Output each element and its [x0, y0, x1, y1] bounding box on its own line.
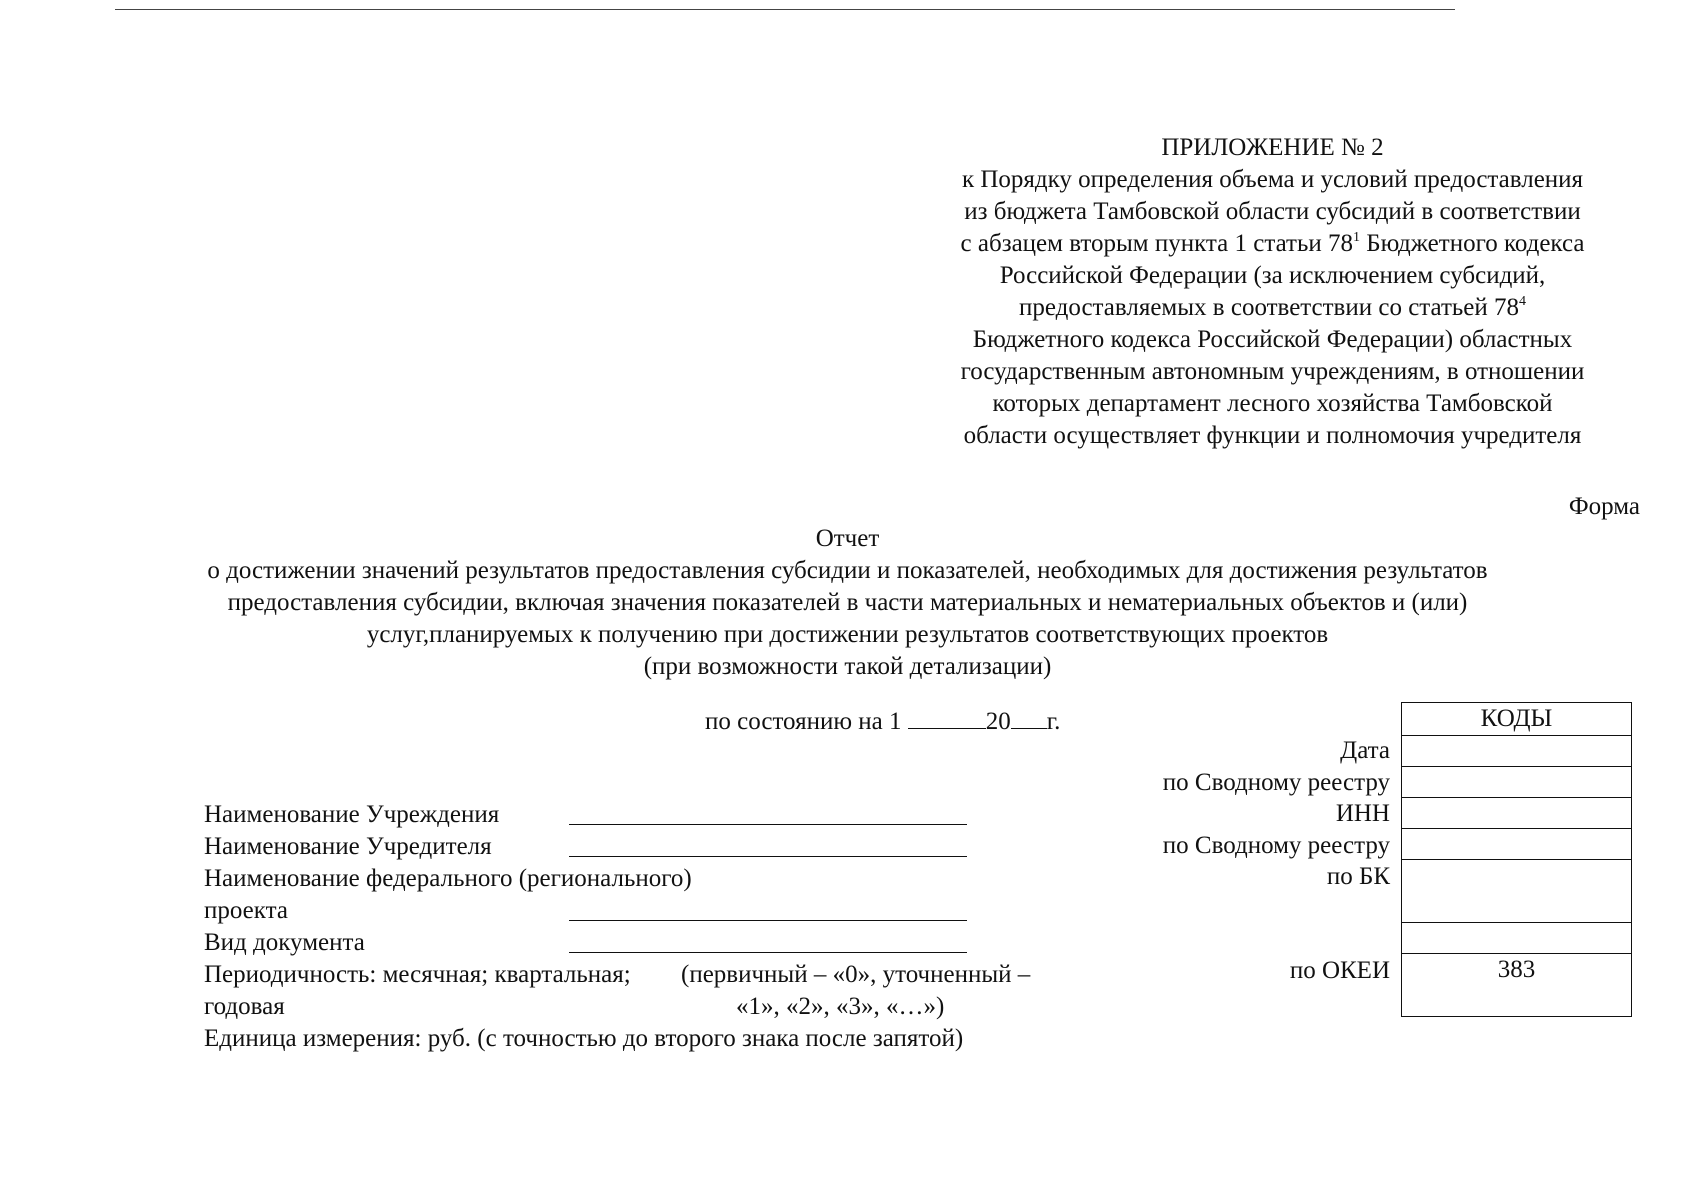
doc-type-note-line1: (первичный – «0», уточненный –: [681, 961, 1031, 988]
bk-code-cell[interactable]: [1402, 860, 1632, 923]
doc-type-field: [204, 927, 1104, 959]
project-label-line2: проекта: [204, 897, 288, 924]
project-field-line2: [204, 895, 1104, 927]
extra-code-cell[interactable]: [1402, 923, 1632, 954]
top-rule: [115, 9, 1455, 10]
report-subtitle-line: (при возможности такой детализации): [643, 653, 1052, 680]
okei-code-cell[interactable]: 383: [1402, 954, 1632, 1017]
institution-field: [204, 799, 1104, 831]
left-fields: [204, 799, 1104, 1055]
registry-code-cell[interactable]: [1402, 829, 1632, 860]
unit-field: [204, 1023, 1104, 1055]
inn-code-cell[interactable]: [1402, 798, 1632, 829]
appendix-text: предоставляемых в соответствии со статьей 78: [1018, 294, 1520, 321]
founder-label: Наименование Учредителя: [204, 833, 492, 860]
appendix-line: области осуществляет функции и полномочия учредителя: [963, 422, 1582, 449]
report-subtitle-line: о достижении значений результатов предоставления субсидии и показателей, необходимых для достижения результатов: [207, 557, 1488, 584]
unit-label: Единица измерения: руб. (с точностью до второго знака после запятой): [204, 1025, 964, 1052]
founder-blank[interactable]: [569, 856, 967, 857]
superscript: 4: [1519, 294, 1527, 309]
report-subtitle-line: предоставления субсидии, включая значения показателей в части материальных и нематериальных объектов и (или): [227, 589, 1468, 616]
appendix-line: которых департамент лесного хозяйства Тамбовской: [992, 390, 1553, 417]
year-prefix: 20: [985, 708, 1011, 735]
periodicity-label-line2: годовая: [204, 993, 285, 1020]
periodicity-field-line2: [204, 991, 1104, 1023]
appendix-line: Бюджетного кодекса Российской Федерации) областных: [972, 326, 1573, 353]
inn-label: ИНН: [1335, 800, 1390, 827]
founder-field: [204, 831, 1104, 863]
appendix-block: [905, 132, 1640, 452]
month-blank-field[interactable]: [908, 706, 986, 729]
appendix-line: государственным автономным учреждениям, в отношении: [960, 358, 1585, 385]
report-title: Отчет: [815, 525, 880, 552]
codes-table: [1401, 702, 1632, 1017]
report-title-block: [150, 523, 1545, 683]
registry-code-cell[interactable]: [1402, 767, 1632, 798]
doc-type-blank[interactable]: [569, 952, 967, 953]
appendix-line: из бюджета Тамбовской области субсидий в соответствии: [964, 198, 1581, 225]
institution-label: Наименование Учреждения: [204, 801, 500, 828]
okei-label: по ОКЕИ: [1289, 957, 1390, 984]
appendix-line: к Порядку определения объема и условий предоставления: [961, 166, 1584, 193]
doc-type-note-line2: «1», «2», «3», «…»): [736, 993, 945, 1020]
appendix-line: [905, 292, 1640, 324]
appendix-heading: ПРИЛОЖЕНИЕ № 2: [1161, 134, 1384, 161]
date-label: Дата: [1340, 737, 1390, 764]
superscript: 1: [1353, 230, 1360, 245]
appendix-text: с абзацем вторым пункта 1 статьи 78: [960, 230, 1353, 257]
codes-labels: [1050, 735, 1390, 987]
as-of-suffix: г.: [1046, 708, 1061, 735]
project-field: [204, 863, 1104, 895]
periodicity-field: [204, 959, 1104, 991]
appendix-line: Российской Федерации (за исключением субсидий,: [999, 262, 1546, 289]
project-blank[interactable]: [569, 920, 967, 921]
registry-label: по Сводному реестру: [1162, 768, 1390, 796]
as-of-date-line: [705, 706, 1060, 738]
year-blank-field[interactable]: [1011, 706, 1047, 729]
appendix-line: [905, 228, 1640, 260]
bk-label: по БК: [1326, 863, 1390, 890]
project-label-line1: Наименование федерального (регионального): [204, 865, 692, 892]
report-subtitle-line: услуг,планируемых к получению при достижении результатов соответствующих проектов: [366, 621, 1329, 648]
codes-header: КОДЫ: [1402, 703, 1632, 736]
as-of-prefix: по состоянию на 1: [705, 708, 902, 735]
registry-label: по Сводному реестру: [1162, 831, 1390, 859]
date-code-cell[interactable]: [1402, 736, 1632, 767]
doc-type-label: Вид документа: [204, 929, 365, 956]
form-label: Форма: [1568, 493, 1640, 520]
institution-blank[interactable]: [569, 824, 967, 825]
periodicity-label-line1: Периодичность: месячная; квартальная;: [204, 961, 631, 988]
appendix-text: Бюджетного кодекса: [1360, 230, 1585, 257]
